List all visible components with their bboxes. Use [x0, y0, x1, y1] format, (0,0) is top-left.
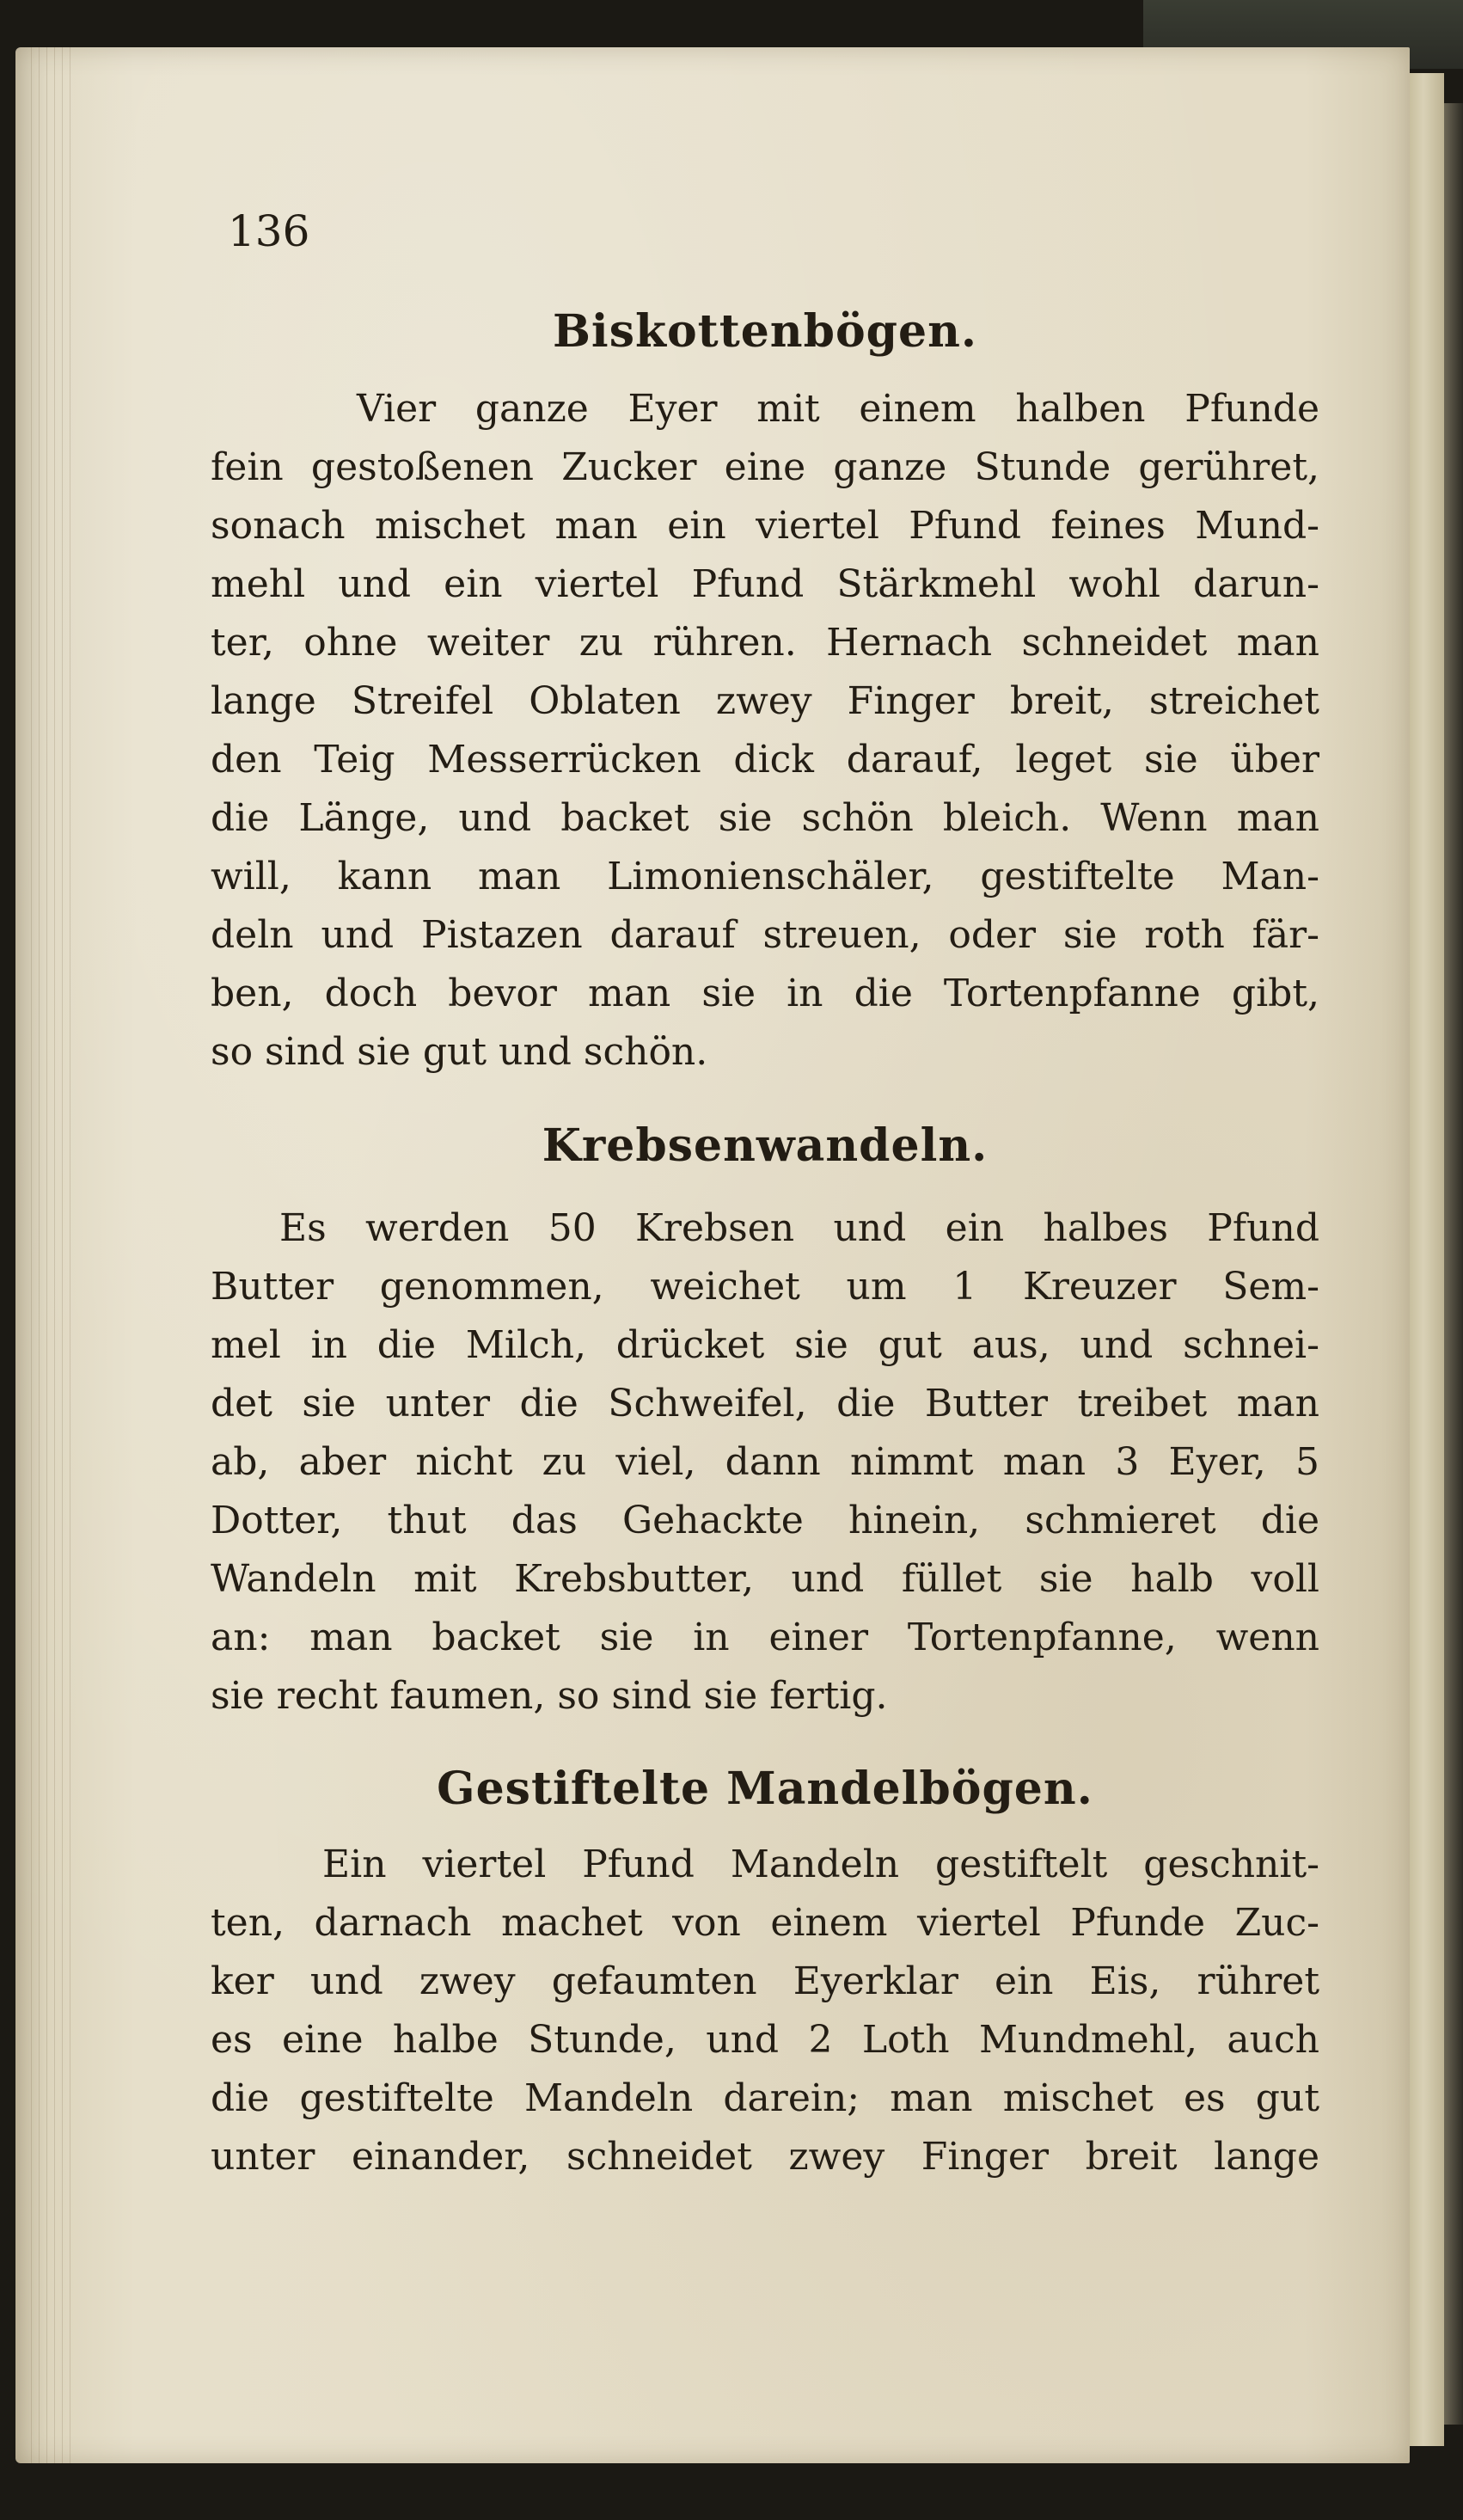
recipe-title: Gestiftelte Mandelbögen. [437, 1763, 1093, 1815]
text-line: fein gestoßenen Zucker eine ganze Stunde gerühret, [211, 445, 1319, 489]
recipe-title: Krebsenwandeln. [542, 1119, 989, 1172]
text-line: det sie unter die Schweifel, die Butter treibet man [211, 1382, 1319, 1426]
text-line: es eine halbe Stunde, und 2 Loth Mundmehl, auch [211, 2018, 1319, 2062]
text-line: Es werden 50 Krebsen und ein halbes Pfund [279, 1206, 1319, 1250]
text-line: Wandeln mit Krebsbutter, und füllet sie halb voll [211, 1557, 1319, 1601]
text-line: Butter genommen, weichet um 1 Kreuzer Sem- [211, 1265, 1319, 1309]
text-line: sie recht faumen, so sind sie fertig. [211, 1674, 888, 1718]
text-line: will, kann man Limonienschäler, gestiftelte Man- [211, 855, 1319, 898]
text-line: ter, ohne weiter zu rühren. Hernach schneidet man [211, 621, 1319, 665]
text-line: Vier ganze Eyer mit einem halben Pfunde [357, 387, 1319, 431]
text-line: unter einander, schneidet zwey Finger breit lange [211, 2135, 1319, 2179]
text-line: den Teig Messerrücken dick darauf, leget sie über [211, 738, 1319, 782]
text-line: ben, doch bevor man sie in die Tortenpfanne gibt, [211, 972, 1319, 1015]
recipe-title: Biskottenbögen. [552, 305, 978, 358]
text-line: Ein viertel Pfund Mandeln gestiftelt geschnit- [322, 1842, 1319, 1886]
text-line: so sind sie gut und schön. [211, 1030, 708, 1074]
text-line: ker und zwey gefaumten Eyerklar ein Eis, rühret [211, 1959, 1319, 2003]
text-line: an: man backet sie in einer Tortenpfanne, wenn [211, 1616, 1319, 1659]
text-line: die gestiftelte Mandeln darein; man mischet es gut [211, 2076, 1319, 2120]
text-line: mel in die Milch, drücket sie gut aus, und schnei- [211, 1323, 1319, 1367]
recipe-body [211, 1836, 1319, 2186]
gutter [31, 47, 74, 2463]
text-line: ten, darnach machet von einem viertel Pfunde Zuc- [211, 1901, 1319, 1945]
book-cover-edge [1444, 103, 1463, 2425]
page-edge [1410, 73, 1444, 2446]
text-line: deln und Pistazen darauf streuen, oder sie roth fär- [211, 913, 1319, 957]
text-line: ab, aber nicht zu viel, dann nimmt man 3 Eyer, 5 [211, 1440, 1319, 1484]
text-line: die Länge, und backet sie schön bleich. Wenn man [211, 796, 1319, 840]
text-line: lange Streifel Oblaten zwey Finger breit, streichet [211, 679, 1319, 723]
recipe-body [211, 380, 1319, 1082]
page-number: 136 [228, 206, 310, 256]
text-line: Dotter, thut das Gehackte hinein, schmieret die [211, 1499, 1319, 1542]
text-line: sonach mischet man ein viertel Pfund feines Mund- [211, 504, 1319, 548]
text-line: mehl und ein viertel Pfund Stärkmehl wohl darun- [211, 562, 1319, 606]
recipe-body [211, 1199, 1319, 1726]
